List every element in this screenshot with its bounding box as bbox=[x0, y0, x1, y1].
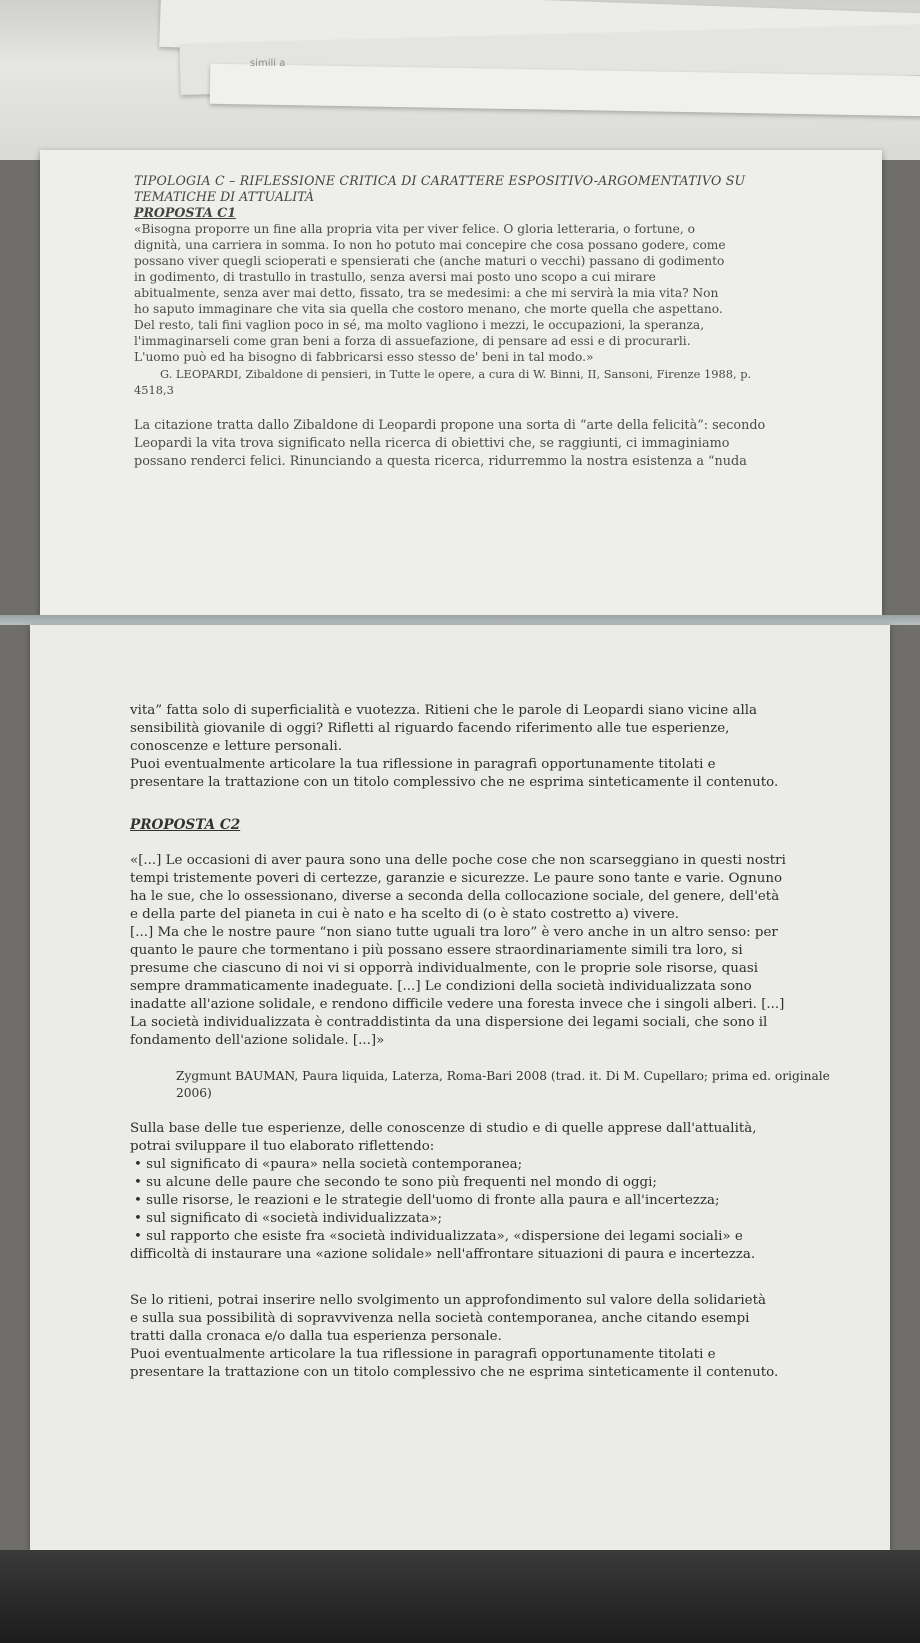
quote-line: inadatte all'azione solidale, e rendono difficile vedere una foresta invece che i singoli alberi. [...] bbox=[130, 997, 785, 1012]
quote-line: Del resto, tali fini vaglion poco in sé, ma molto vagliono i mezzi, le occupazioni, la speranza, bbox=[134, 318, 705, 332]
quote-line: quanto le paure che tormentano i più possano essere straordinariamente simili tra loro, si bbox=[130, 943, 743, 958]
quote-line: abitualmente, senza aver mai detto, fissato, tra se medesimi: a che mi servirà la mia vita? Non bbox=[134, 286, 719, 300]
intro-line: possano renderci felici. Rinunciando a questa ricerca, ridurremmo la nostra esistenza a “nuda bbox=[134, 454, 747, 469]
proposal-c2-label: PROPOSTA C2 bbox=[130, 817, 241, 833]
sheet-label: simili a bbox=[250, 58, 286, 69]
quote-line: tempi tristemente poveri di certezze, garanzie e sicurezze. Le paure sono tante e varie. Ognuno bbox=[130, 871, 783, 886]
bullet-item: • sul significato di «società individualizzata»; bbox=[134, 1211, 443, 1226]
page-gap bbox=[0, 615, 920, 625]
section-heading: TIPOLOGIA C – RIFLESSIONE CRITICA DI CARATTERE ESPOSITIVO-ARGOMENTATIVO SU bbox=[134, 173, 746, 188]
continuation-line: conoscenze e letture personali. bbox=[130, 739, 343, 754]
task-line: Sulla base delle tue esperienze, delle conoscenze di studio e di quelle apprese dall'attualità, bbox=[130, 1121, 757, 1136]
quote-line: fondamento dell'azione solidale. [...]» bbox=[130, 1033, 385, 1048]
closing-line: tratti dalla cronaca e/o dalla tua esperienza personale. bbox=[130, 1329, 502, 1344]
quote-source: Zygmunt BAUMAN, Paura liquida, Laterza, Roma-Bari 2008 (trad. it. Di M. Cupellaro; prima ed. originale bbox=[176, 1069, 830, 1083]
proposal-c1-label: PROPOSTA C1 bbox=[134, 205, 237, 220]
closing-line: Se lo ritieni, potrai inserire nello svolgimento un approfondimento sul valore della solidarietà bbox=[130, 1293, 766, 1308]
continuation-line: presentare la trattazione con un titolo complessivo che ne esprima sinteticamente il contenuto. bbox=[130, 775, 779, 790]
task-line: potrai sviluppare il tuo elaborato riflettendo: bbox=[130, 1139, 435, 1154]
quote-line: sempre drammaticamente inadeguate. [...] Le condizioni della società individualizzata sono bbox=[130, 979, 752, 994]
bullet-item: • sulle risorse, le reazioni e le strategie dell'uomo di fronte alla paura e all'incertezza; bbox=[134, 1193, 720, 1208]
continuation-line: Puoi eventualmente articolare la tua riflessione in paragrafi opportunamente titolati e bbox=[130, 757, 716, 772]
quote-line: La società individualizzata è contraddistinta da una dispersione dei legami sociali, che sono il bbox=[130, 1015, 768, 1030]
quote-line: ho saputo immaginare che vita sia quella che costoro menano, che morte quella che aspettano. bbox=[134, 302, 723, 316]
quote-line: e della parte del pianeta in cui è nato e ha scelto di (o è stato costretto a) vivere. bbox=[130, 907, 680, 922]
page-proposta-c2 bbox=[30, 625, 890, 1550]
quote-line: possano viver quegli scioperati e spensierati che (anche maturi o vecchi) passano di godimento bbox=[134, 254, 725, 268]
background-dark-surface bbox=[0, 1550, 920, 1643]
quote-line: [...] Ma che le nostre paure “non siano tutte uguali tra loro” è vero anche in un altro senso: per bbox=[130, 925, 778, 940]
quote-line: L'uomo può ed ha bisogno di fabbricarsi esso stesso de' beni in tal modo.» bbox=[134, 350, 594, 364]
quote-line: presume che ciascuno di noi vi si opporrà individualmente, con le proprie sole risorse, quasi bbox=[130, 961, 759, 976]
quote-line: ha le sue, che lo ossessionano, diverse a seconda della collocazione sociale, del genere, dell'età bbox=[130, 889, 780, 904]
closing-line: presentare la trattazione con un titolo complessivo che ne esprima sinteticamente il contenuto. bbox=[130, 1365, 779, 1380]
page-proposta-c1 bbox=[40, 150, 882, 615]
quote-line: «[...] Le occasioni di aver paura sono una delle poche cose che non scarseggiano in questi nostri bbox=[130, 853, 786, 868]
closing-line: Puoi eventualmente articolare la tua riflessione in paragrafi opportunamente titolati e bbox=[130, 1347, 716, 1362]
continuation-line: sensibilità giovanile di oggi? Rifletti al riguardo facendo riferimento alle tue esperienze, bbox=[130, 721, 730, 736]
quote-line: dignità, una carriera in somma. Io non ho potuto mai concepire che cosa possano godere, come bbox=[134, 238, 726, 252]
intro-line: La citazione tratta dallo Zibaldone di Leopardi propone una sorta di “arte della felicità”: secondo bbox=[134, 418, 766, 433]
bullet-item: • sul significato di «paura» nella società contemporanea; bbox=[134, 1157, 523, 1172]
quote-source-year: 2006) bbox=[176, 1086, 212, 1100]
bullet-item-continuation: difficoltà di instaurare una «azione solidale» nell'affrontare situazioni di paura e incertezza. bbox=[130, 1247, 756, 1262]
quote-source: G. LEOPARDI, Zibaldone di pensieri, in Tutte le opere, a cura di W. Binni, II, Sansoni, Firenze 1988, p. bbox=[160, 367, 752, 381]
quote-source-page: 4518,3 bbox=[134, 383, 174, 397]
bullet-item: • sul rapporto che esiste fra «società individualizzata», «dispersione dei legami sociali» e bbox=[134, 1229, 743, 1244]
bullet-item: • su alcune delle paure che secondo te sono più frequenti nel mondo di oggi; bbox=[134, 1175, 657, 1190]
closing-line: e sulla sua possibilità di sopravvivenza nella società contemporanea, anche citando esempi bbox=[130, 1311, 750, 1326]
quote-line: in godimento, di trastullo in trastullo, senza aversi mai posto uno scopo a cui mirare bbox=[134, 270, 656, 284]
quote-line: «Bisogna proporre un fine alla propria vita per viver felice. O gloria letteraria, o fortune, o bbox=[134, 222, 695, 236]
quote-line: l'immaginarseli come gran beni a forza di assuefazione, di pensare ad essi e di procurarli. bbox=[134, 334, 691, 348]
background-papers bbox=[0, 0, 920, 160]
continuation-line: vita” fatta solo di superficialità e vuotezza. Ritieni che le parole di Leopardi siano vicine alla bbox=[130, 703, 757, 718]
section-heading-line2: TEMATICHE DI ATTUALITÀ bbox=[134, 189, 315, 204]
intro-line: Leopardi la vita trova significato nella ricerca di obiettivi che, se raggiunti, ci immaginiamo bbox=[134, 436, 730, 451]
